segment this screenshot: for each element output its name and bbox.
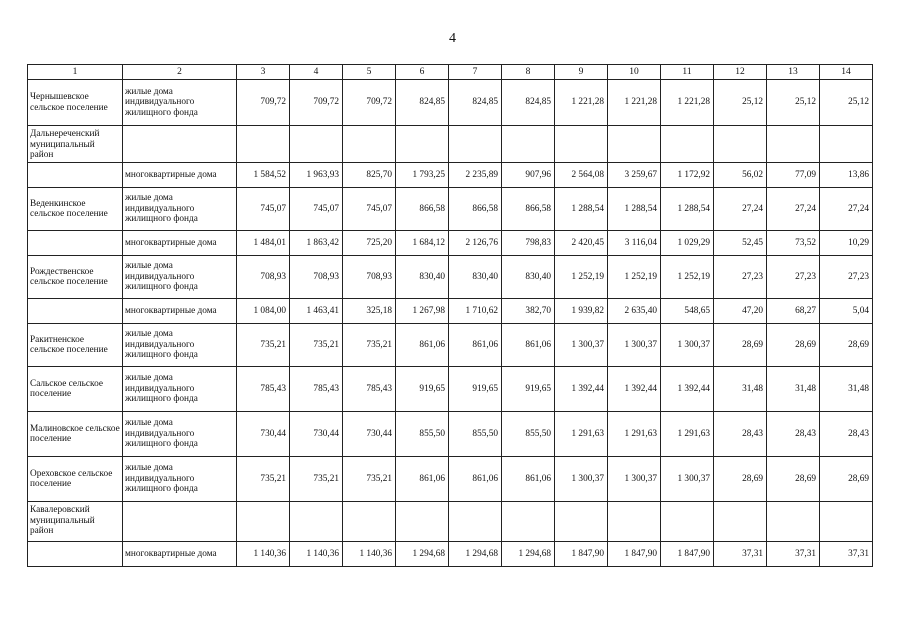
value-cell: 1 252,19 [608,256,661,299]
value-cell: 730,44 [343,412,396,457]
value-cell: 735,21 [290,324,343,367]
column-number-cell: 2 [123,65,237,80]
column-number-cell: 11 [661,65,714,80]
value-cell: 10,29 [820,231,873,256]
value-cell: 382,70 [502,299,555,324]
value-cell: 745,07 [290,188,343,231]
value-cell: 861,06 [502,324,555,367]
value-cell: 2 635,40 [608,299,661,324]
housing-type-cell: многоквартирные дома [123,299,237,324]
table-row [28,231,873,256]
table-row [28,412,873,457]
value-cell [820,126,873,163]
value-cell [290,502,343,542]
value-cell: 3 259,67 [608,163,661,188]
value-cell: 866,58 [449,188,502,231]
value-cell: 1 172,92 [661,163,714,188]
value-cell: 861,06 [449,324,502,367]
value-cell: 1 963,93 [290,163,343,188]
value-cell: 708,93 [237,256,290,299]
table-row [28,126,873,163]
housing-type-cell: жилые дома индивидуального жилищного фонда [123,367,237,412]
table-row [28,80,873,126]
value-cell: 735,21 [343,457,396,502]
value-cell: 824,85 [449,80,502,126]
column-number-cell: 9 [555,65,608,80]
value-cell: 1 392,44 [555,367,608,412]
value-cell: 1 294,68 [502,542,555,567]
column-number-cell: 13 [767,65,820,80]
value-cell: 1 288,54 [608,188,661,231]
value-cell [661,502,714,542]
table-row [28,188,873,231]
column-number-cell: 1 [28,65,123,80]
value-cell: 1 392,44 [661,367,714,412]
value-cell [608,126,661,163]
column-number-cell: 5 [343,65,396,80]
value-cell: 1 300,37 [608,457,661,502]
value-cell: 830,40 [449,256,502,299]
page-number: 4 [449,31,456,46]
value-cell: 830,40 [502,256,555,299]
value-cell: 1 140,36 [343,542,396,567]
value-cell: 1 252,19 [555,256,608,299]
value-cell: 3 116,04 [608,231,661,256]
value-cell: 919,65 [396,367,449,412]
value-cell: 855,50 [502,412,555,457]
value-cell: 25,12 [820,80,873,126]
value-cell: 1 084,00 [237,299,290,324]
value-cell: 1 463,41 [290,299,343,324]
value-cell: 325,18 [343,299,396,324]
housing-type-cell: жилые дома индивидуального жилищного фонда [123,324,237,367]
housing-type-cell: жилые дома индивидуального жилищного фонда [123,80,237,126]
value-cell: 5,04 [820,299,873,324]
column-number-cell: 14 [820,65,873,80]
value-cell: 73,52 [767,231,820,256]
value-cell: 1 584,52 [237,163,290,188]
value-cell [661,126,714,163]
value-cell [502,126,555,163]
value-cell: 708,93 [343,256,396,299]
table-row [28,299,873,324]
value-cell: 725,20 [343,231,396,256]
value-cell: 709,72 [237,80,290,126]
value-cell: 866,58 [396,188,449,231]
value-cell: 1 847,90 [608,542,661,567]
value-cell: 27,24 [820,188,873,231]
value-cell: 1 140,36 [290,542,343,567]
value-cell: 47,20 [714,299,767,324]
value-cell [714,502,767,542]
value-cell: 1 288,54 [661,188,714,231]
table-row [28,542,873,567]
value-cell: 28,69 [820,457,873,502]
value-cell [237,126,290,163]
value-cell: 919,65 [502,367,555,412]
tariff-table [27,64,873,567]
value-cell [237,502,290,542]
value-cell: 730,44 [290,412,343,457]
value-cell: 1 291,63 [555,412,608,457]
value-cell: 25,12 [714,80,767,126]
column-number-cell: 6 [396,65,449,80]
table-row [28,502,873,542]
value-cell: 1 294,68 [396,542,449,567]
value-cell: 866,58 [502,188,555,231]
value-cell: 1 221,28 [608,80,661,126]
value-cell: 27,24 [714,188,767,231]
value-cell: 785,43 [343,367,396,412]
value-cell: 730,44 [237,412,290,457]
value-cell: 28,69 [767,324,820,367]
column-number-cell: 8 [502,65,555,80]
value-cell: 28,43 [820,412,873,457]
value-cell: 1 300,37 [555,457,608,502]
value-cell: 785,43 [290,367,343,412]
table-row [28,163,873,188]
value-cell: 27,24 [767,188,820,231]
value-cell: 1 392,44 [608,367,661,412]
settlement-cell [28,299,123,324]
column-number-cell: 10 [608,65,661,80]
value-cell: 1 288,54 [555,188,608,231]
settlement-cell: Рождественское сельское поселение [28,256,123,299]
value-cell: 1 847,90 [555,542,608,567]
value-cell: 2 126,76 [449,231,502,256]
settlement-cell: Ореховское сельское поселение [28,457,123,502]
value-cell: 28,69 [714,324,767,367]
value-cell: 1 300,37 [661,457,714,502]
value-cell: 37,31 [820,542,873,567]
value-cell [343,126,396,163]
value-cell: 1 939,82 [555,299,608,324]
value-cell: 1 291,63 [608,412,661,457]
value-cell: 855,50 [449,412,502,457]
settlement-cell: Сальское сельское поселение [28,367,123,412]
housing-type-cell: многоквартирные дома [123,163,237,188]
column-number-cell: 4 [290,65,343,80]
table-row [28,324,873,367]
value-cell [449,502,502,542]
value-cell: 1 291,63 [661,412,714,457]
value-cell: 919,65 [449,367,502,412]
value-cell [767,502,820,542]
value-cell: 824,85 [396,80,449,126]
value-cell: 1 140,36 [237,542,290,567]
value-cell: 2 564,08 [555,163,608,188]
housing-type-cell: жилые дома индивидуального жилищного фонда [123,188,237,231]
settlement-cell [28,163,123,188]
value-cell: 1 793,25 [396,163,449,188]
settlement-cell: Ракитненское сельское поселение [28,324,123,367]
table-row [28,367,873,412]
value-cell [555,502,608,542]
value-cell: 1 847,90 [661,542,714,567]
value-cell [290,126,343,163]
column-number-cell: 12 [714,65,767,80]
value-cell: 28,43 [714,412,767,457]
value-cell: 77,09 [767,163,820,188]
value-cell: 68,27 [767,299,820,324]
value-cell: 830,40 [396,256,449,299]
value-cell: 709,72 [343,80,396,126]
value-cell: 1 221,28 [661,80,714,126]
value-cell: 548,65 [661,299,714,324]
value-cell: 13,86 [820,163,873,188]
value-cell: 31,48 [767,367,820,412]
value-cell: 1 294,68 [449,542,502,567]
value-cell: 785,43 [237,367,290,412]
value-cell [767,126,820,163]
value-cell: 27,23 [714,256,767,299]
housing-type-cell: жилые дома индивидуального жилищного фонда [123,256,237,299]
housing-type-cell: многоквартирные дома [123,542,237,567]
value-cell: 25,12 [767,80,820,126]
value-cell: 37,31 [714,542,767,567]
value-cell: 52,45 [714,231,767,256]
value-cell [555,126,608,163]
value-cell: 907,96 [502,163,555,188]
header-row [28,65,873,80]
value-cell: 37,31 [767,542,820,567]
value-cell: 31,48 [714,367,767,412]
value-cell: 28,43 [767,412,820,457]
value-cell: 2 235,89 [449,163,502,188]
settlement-cell [28,231,123,256]
value-cell: 1 484,01 [237,231,290,256]
value-cell: 745,07 [343,188,396,231]
value-cell: 1 221,28 [555,80,608,126]
value-cell: 1 684,12 [396,231,449,256]
value-cell: 861,06 [396,324,449,367]
value-cell: 28,69 [820,324,873,367]
value-cell: 27,23 [767,256,820,299]
value-cell: 735,21 [343,324,396,367]
value-cell: 27,23 [820,256,873,299]
value-cell [714,126,767,163]
value-cell: 1 300,37 [555,324,608,367]
value-cell [608,502,661,542]
value-cell: 31,48 [820,367,873,412]
settlement-cell: Малиновское сельское поселение [28,412,123,457]
value-cell: 861,06 [396,457,449,502]
housing-type-cell: жилые дома индивидуального жилищного фонда [123,457,237,502]
value-cell: 709,72 [290,80,343,126]
settlement-cell: Веденкинское сельское поселение [28,188,123,231]
value-cell: 855,50 [396,412,449,457]
value-cell: 861,06 [502,457,555,502]
value-cell: 2 420,45 [555,231,608,256]
housing-type-cell: многоквартирные дома [123,231,237,256]
value-cell: 825,70 [343,163,396,188]
settlement-cell: Дальнереченский муниципальный район [28,126,123,163]
value-cell: 735,21 [290,457,343,502]
value-cell: 824,85 [502,80,555,126]
value-cell: 735,21 [237,457,290,502]
value-cell: 56,02 [714,163,767,188]
table-row [28,457,873,502]
value-cell: 1 863,42 [290,231,343,256]
value-cell: 798,83 [502,231,555,256]
housing-type-cell: жилые дома индивидуального жилищного фонда [123,412,237,457]
value-cell: 1 029,29 [661,231,714,256]
column-number-cell: 3 [237,65,290,80]
value-cell [449,126,502,163]
value-cell: 28,69 [714,457,767,502]
value-cell: 745,07 [237,188,290,231]
value-cell [396,126,449,163]
value-cell [820,502,873,542]
column-number-cell: 7 [449,65,502,80]
value-cell: 1 300,37 [608,324,661,367]
value-cell [396,502,449,542]
value-cell: 1 252,19 [661,256,714,299]
value-cell [502,502,555,542]
value-cell: 1 267,98 [396,299,449,324]
value-cell: 1 710,62 [449,299,502,324]
value-cell [343,502,396,542]
settlement-cell: Кавалеровский муниципальный район [28,502,123,542]
table-row [28,256,873,299]
value-cell: 1 300,37 [661,324,714,367]
settlement-cell: Чернышевское сельское поселение [28,80,123,126]
value-cell: 861,06 [449,457,502,502]
housing-type-cell [123,502,237,542]
housing-type-cell [123,126,237,163]
settlement-cell [28,542,123,567]
value-cell: 735,21 [237,324,290,367]
value-cell: 28,69 [767,457,820,502]
value-cell: 708,93 [290,256,343,299]
